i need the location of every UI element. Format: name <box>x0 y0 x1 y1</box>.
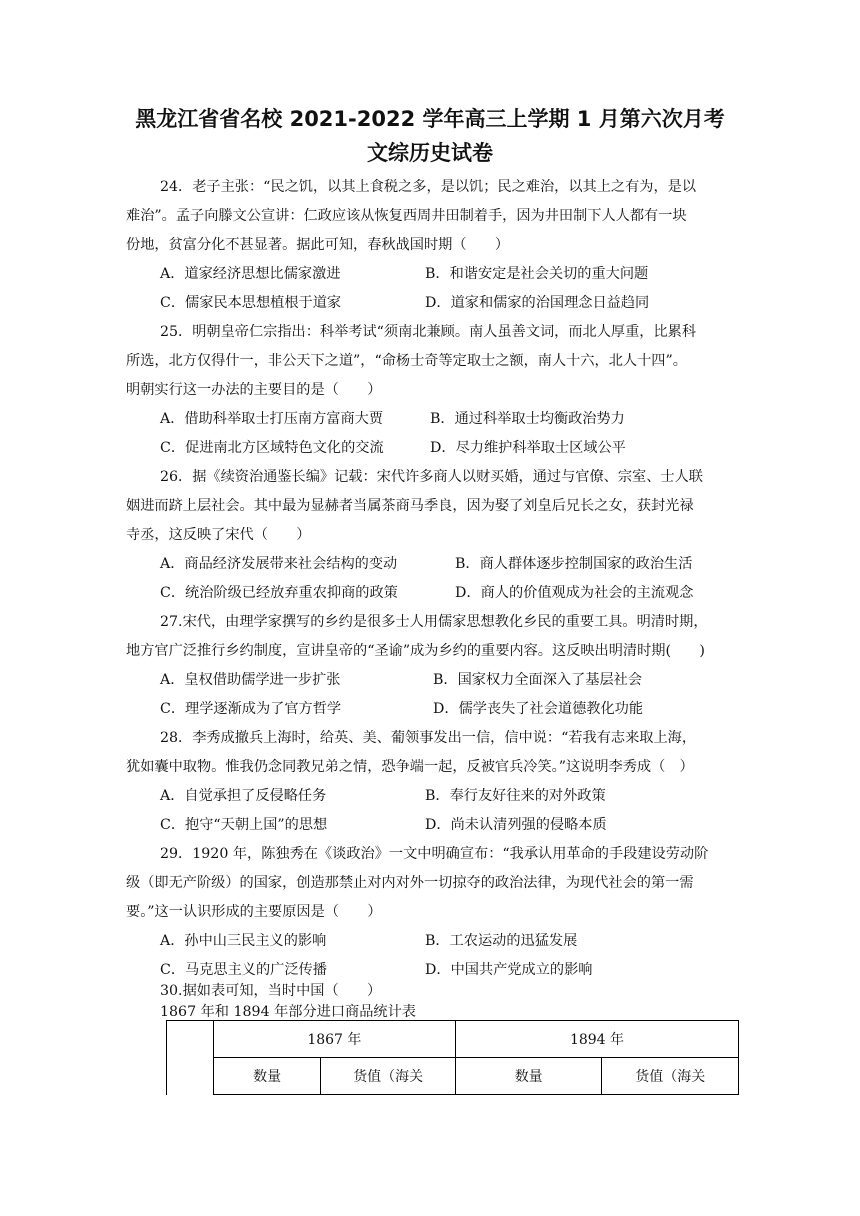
q29-option-c: C．马克思主义的广泛传播 <box>160 962 327 978</box>
q27-text-line2: 地方官广泛推行乡约制度，宣讲皇帝的“圣谕”成为乡约的重要内容。这反映出明清时期( ) <box>126 643 705 659</box>
q27-option-d: D．儒学丧失了社会道德教化功能 <box>433 701 644 717</box>
q27-option-c: C．理学逐渐成为了官方哲学 <box>160 701 342 717</box>
q29-option-a: A．孙中山三民主义的影响 <box>160 933 327 949</box>
q27-option-a: A．皇权借助儒学进一步扩张 <box>160 672 341 688</box>
q26-option-c: C．统治阶级已经放弃重农抑商的政策 <box>160 585 398 601</box>
year-1867-header: 1867 年 <box>213 1021 455 1058</box>
col-value-1894: 货值（海关 <box>602 1058 739 1095</box>
table-caption: 1867 年和 1894 年部分进口商品统计表 <box>160 1004 416 1020</box>
q27-option-b: B．国家权力全面深入了基层社会 <box>433 672 643 688</box>
q28-text-line1: 28．李秀成撤兵上海时，给英、美、葡领事发出一信，信中说：“若我有志来取上海， <box>160 730 697 746</box>
exam-title-line1: 黑龙江省省名校 2021-2022 学年高三上学期 1 月第六次月考 <box>135 107 725 131</box>
table-corner-cell <box>167 1021 214 1095</box>
q29-text-line1: 29．1920 年，陈独秀在《谈政治》一文中明确宣布：“我承认用革命的手段建设劳动阶 <box>160 846 709 862</box>
q28-option-c: C．抱守“天朝上国”的思想 <box>160 817 328 833</box>
q26-option-a: A．商品经济发展带来社会结构的变动 <box>160 556 398 572</box>
q25-option-c: C．促进南北方区域特色文化的交流 <box>160 440 384 456</box>
q25-option-a: A．借助科举取士打压南方富商大贾 <box>160 411 384 427</box>
table-header-row <box>167 1021 739 1058</box>
q29-text-line3: 要。”这一认识形成的主要原因是（ ） <box>126 904 382 920</box>
q25-text-line1: 25．明朝皇帝仁宗指出：科举考试“须南北兼顾。南人虽善文词，而北人厚重，比累科 <box>160 324 697 340</box>
q26-option-d: D．商人的价值观成为社会的主流观念 <box>455 585 694 601</box>
q25-option-b: B．通过科举取士均衡政治势力 <box>430 411 625 427</box>
q30-text-line1: 30.据如表可知，当时中国（ ） <box>160 983 382 999</box>
q29-text-line2: 级（即无产阶级）的国家，创造那禁止对内对外一切掠夺的政治法律，为现代社会的第一需 <box>126 875 694 891</box>
q27-text-line1: 27.宋代，由理学家撰写的乡约是很多士人用儒家思想教化乡民的重要工具。明清时期， <box>160 614 708 630</box>
import-statistics-table <box>166 1020 739 1095</box>
q24-option-b: B．和谐安定是社会关切的重大问题 <box>425 266 649 282</box>
q29-option-b: B．工农运动的迅猛发展 <box>425 933 578 949</box>
q29-option-d: D．中国共产党成立的影响 <box>425 962 593 978</box>
q24-text-line2: 难治”。孟子向滕文公宣讲：仁政应该从恢复西周井田制着手，因为井田制下人人都有一块 <box>126 208 687 224</box>
q25-text-line2: 所选，北方仅得什一，非公天下之道”，“命杨士奇等定取士之额，南人十六，北人十四”。 <box>126 353 687 369</box>
q26-text-line1: 26．据《续资治通鉴长编》记载：宋代许多商人以财买婚，通过与官僚、宗室、士人联 <box>160 469 703 485</box>
q26-text-line3: 寺丞，这反映了宋代（ ） <box>126 527 311 543</box>
q24-text-line1: 24．老子主张：“民之饥，以其上食税之多，是以饥；民之难治，以其上之有为，是以 <box>160 179 697 195</box>
col-value-1867: 货值（海关 <box>321 1058 456 1095</box>
table-subheader-row <box>167 1058 739 1095</box>
q24-option-d: D．道家和儒家的治国理念日益趋同 <box>425 295 650 311</box>
exam-title-line2: 文综历史试卷 <box>367 141 493 165</box>
col-quantity-1894: 数量 <box>455 1058 601 1095</box>
q28-text-line2: 犹如囊中取物。惟我仍念同教兄弟之情，恐争端一起，反被官兵冷笑。”这说明李秀成（ ） <box>126 759 694 775</box>
q25-text-line3: 明朝实行这一办法的主要目的是（ ） <box>126 382 382 398</box>
q25-option-d: D．尽力维护科举取士区域公平 <box>430 440 626 456</box>
q28-option-d: D．尚未认清列强的侵略本质 <box>425 817 607 833</box>
q26-option-b: B．商人群体逐步控制国家的政治生活 <box>455 556 693 572</box>
q28-option-a: A．自觉承担了反侵略任务 <box>160 788 327 804</box>
q24-option-c: C．儒家民本思想植根于道家 <box>160 295 342 311</box>
col-quantity-1867: 数量 <box>213 1058 321 1095</box>
q24-text-line3: 份地，贫富分化不甚显著。据此可知，春秋战国时期（ ） <box>126 237 510 253</box>
q28-option-b: B．奉行友好往来的对外政策 <box>425 788 606 804</box>
year-1894-header: 1894 年 <box>455 1021 738 1058</box>
q24-option-a: A．道家经济思想比儒家激进 <box>160 266 341 282</box>
q26-text-line2: 姻进而跻上层社会。其中最为显赫者当属茶商马季良，因为娶了刘皇后兄长之女，获封光禄 <box>126 498 694 514</box>
